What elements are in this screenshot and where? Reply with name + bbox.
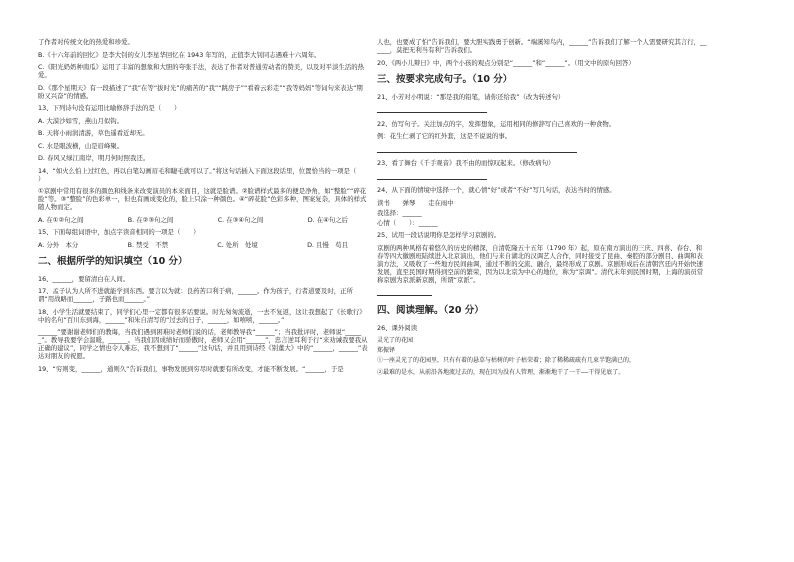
question-18-cont: ______”要谢谢老师们的教诲，当我们遇到困难时老师们说的话，老师教导我“______”；当我批评时，老师说“______”。教导我要学会温暖，______。当我们因成绩好而骄傲时，老师又会用“______”，忠言逆耳利于行“来劝诫我要我从正确的建议”，同学之情也令人难忘，我不想到了“______”这句话，并且用到诗经《别董大》中的“______，______”表达对朋友的祝愿。 — [38, 328, 368, 360]
question-21: 21、小芳对小明说：“那是我的铅笔，请你还给我”（改为转述句） — [377, 92, 565, 101]
option-b: B. 禁受 不禁 — [127, 240, 168, 249]
story-title: 灵光了的花园 — [377, 336, 414, 344]
option-a: A. 分外 本分 — [38, 240, 79, 249]
option-text: B.《十六年前的回忆》是李大钊的女儿李星华回忆在 1943 年写的，正值李大钊同志遇难十六周年。 — [38, 50, 321, 59]
question-22: 22、仿写句子。关注加点的字，发挥想象，运用相同的修辞写自己喜欢的一种食物。 — [377, 119, 616, 128]
options-15 — [38, 241, 368, 249]
question-13: 13、下列诗句没有运用比喻修辞手法的是（ ） — [38, 104, 181, 112]
option-c: C. 在③④句之间 — [217, 215, 264, 224]
section-heading-4: 四、阅读理解。（20 分） — [377, 305, 484, 316]
section-heading-3: 三、按要求完成句子。（10 分） — [377, 73, 513, 85]
passage-14: ①京剧中常用有很多的颜色和线条来改变演员的本来面目，这就是脸谱。②脸谱样式最多的便是净角，如“整脸”“碎花脸”等。③“整脸”的色彩单一，但也有画成变化的，脸上只涂一种颜色。④“碎花脸”色彩多种，图案复杂，具体的样式随人物而定。 — [38, 187, 367, 211]
option-text: D.《那个星期天》有一段描述了“我”在等“拔时光”的痛苦的“我”“跳房子”“看着云彩走”“我等妈妈”等词句来表达“期盼又兴奋”的情感。 — [38, 83, 363, 100]
answer-line — [377, 105, 707, 115]
answer-line — [377, 172, 707, 182]
option-text: D. 春风又绿江南岸，明月何时照我还。 — [38, 154, 150, 162]
story-paragraph: ②最难的是水，从前沿各地流过去的，现在因为没有人管理，渐渐地干了一干——干得见底了。 — [377, 369, 625, 376]
question-16: 16、______，要留清白在人间。 — [38, 274, 130, 283]
question-25: 25、试用一段话说明你是怎样学习京剧的。 — [377, 231, 501, 239]
choices-24: 读书 弹琴 走在雨中 — [377, 198, 454, 207]
answer-line — [377, 145, 707, 155]
question-14: 14、“如火么怕上过红色，再以白笔勾画眉毛和睫毛就可以了。”将这句话插入下面这段话里，位置恰当的一项是（ ） — [38, 166, 370, 183]
option-d: D. 且慢 苟且 — [307, 240, 348, 249]
option-b: B. 在②③句之间 — [127, 215, 174, 224]
story-author: 郑振铎 — [377, 346, 396, 354]
option-text: C. 水是眼波横，山是眉峰聚。 — [38, 141, 124, 150]
question-18: 18、小学生活就要结束了，同学们心里一定都有很多话要说。时光匆匆流逝，一去不复返，这让我想起了《长歌行》中的名句“百川东到海，______”和朱自清写的“过去的日子，______，如嘻嘻，______。” — [38, 307, 366, 324]
option-d: D. 在④句之后 — [307, 215, 348, 224]
answer-line — [377, 288, 707, 298]
question-20: 20、《两小儿辩日》中，两个小孩的观点分别是“______”和“______”。（用文中的原句回答） — [377, 58, 635, 67]
options-14 — [38, 216, 368, 224]
question-17: 17、孟子认为人所不进就能学到东西。要言以为就：良药苦口利于病，______。作为孩子，行者道要及时，正所谓“用战略而______，子路也而______。” — [38, 287, 353, 303]
option-text: A. 大漠沙如雪，燕山月似钩。 — [38, 116, 124, 125]
mood-line: 心情（ ）：______ — [377, 218, 438, 227]
left-column — [38, 38, 368, 377]
question-23: 23、看了舞台《千手观音》我不由的而惊叹起来。（修改病句） — [377, 159, 555, 167]
question-15: 15、下面每组词语中，加点字读音相同的一项是（ ） — [38, 228, 200, 236]
option-c: C. 处所 处境 — [217, 240, 258, 249]
question-19: 19、“穷则变，______，通则久”告诉我们，事物发展到穷尽时就要有所改变，才能不断发展。“______，于是 — [38, 364, 344, 373]
option-a: A. 在①②句之间 — [38, 215, 84, 224]
example-22: 例：花生仁剥了它的红外套，这是不说说的事。 — [377, 132, 512, 140]
option-text: B. 天将小雨润清游，草色遥看近却无。 — [38, 129, 149, 137]
question-19-cont: 人也，也要成了怕”告诉我们，要大胆实践勇于创新。“端溪知鸟内，______”告诉我们了解一个人需要研究其言行，______，莫把无利当有利”告诉我们。 — [377, 38, 707, 54]
question-24: 24、从下面的情境中选择一个，就心情“好”或者“不好”写几句话，表达当时的情感。 — [377, 186, 616, 194]
choice-line: 我选择：______ — [377, 208, 422, 217]
section-heading-2: 二、根据所学的知识填空（10 分） — [38, 255, 188, 267]
option-text: 了作者对传统文化的热爱和珍爱。 — [38, 38, 134, 46]
option-text: C.《阳光奶奶种南瓜》运用了丰富的想象和大胆的夸张手法，表达了作者对普通劳动者的赞美，以及对平淡生活的热爱。 — [38, 63, 365, 79]
right-column — [377, 38, 707, 382]
passage-25: 京剧的两种风格有着悠久的历史的精深，自清乾隆五十五年（1790 年）起，原在南方演出的三庆、四喜、春台、和春等四大徽剧班陆续进入北京演出，他们与来自湖北的汉调艺人合作，同时接受了昆曲、秦腔的部分剧目、曲调和表演方法，又吸收了一些地方民间曲调，通过不断的交流、融合，最终形成了京剧。京剧形成后在清朝宫廷内开始快速发展，直至民国时期得到空前的繁荣，因为以北京为中心的地位，称为“京调”。清代末年到民国时期，上海的演员常称京剧为京派新京剧，所谓“京派”。 — [377, 243, 704, 284]
question-26: 26、课外阅读 — [377, 324, 418, 332]
story-paragraph: ①一座灵光了的花园里，只有有着的悬草与枯树的叶子枯荣着；除了稀稀疏疏有几束半饱满已的， — [377, 356, 636, 364]
